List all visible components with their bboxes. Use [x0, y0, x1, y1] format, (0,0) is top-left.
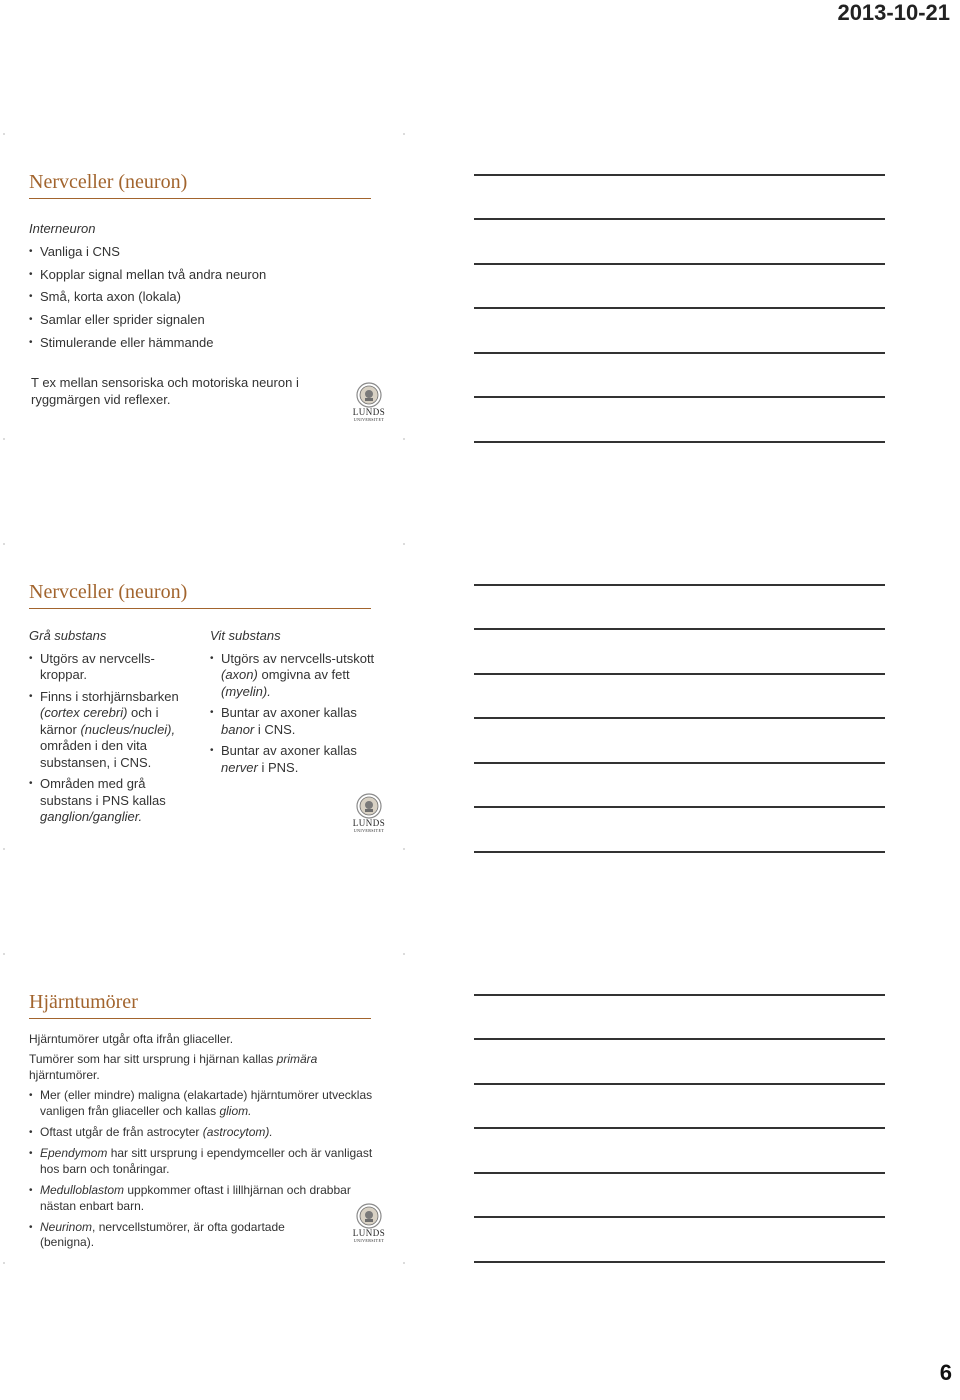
logo-wordmark: LUNDS: [352, 407, 386, 417]
note-line-rule: [474, 174, 885, 176]
corner-mark: [3, 848, 5, 850]
corner-mark: [403, 438, 405, 440]
title-rule: [29, 1018, 371, 1019]
slide-2: [0, 580, 420, 990]
list-item: • Finns i storhjärnsbarken (cortex cerebri) och i kärnor (nucleus/nuclei), områden i den vita substansen, i CNS.: [29, 689, 194, 772]
corner-mark: [3, 133, 5, 135]
right-column: [210, 628, 375, 776]
list-item: • Buntar av axoner kallas nerver i PNS.: [210, 743, 375, 776]
note-line-rule: [474, 352, 885, 354]
logo-wordmark: LUNDS: [352, 1228, 386, 1238]
slide-title: Nervceller (neuron): [29, 171, 188, 193]
note-line: ryggmärgen vid reflexer.: [31, 391, 171, 407]
slide-subheading: Interneuron: [29, 221, 96, 236]
list-item: • Utgörs av nervcells-kroppar.: [29, 651, 194, 684]
university-logo: [349, 793, 389, 837]
paragraph: Hjärntumörer utgår ofta ifrån gliaceller.: [29, 1032, 234, 1046]
note-line-rule: [474, 994, 885, 996]
lund-university-seal-icon: [356, 382, 382, 408]
slide-body: [29, 1032, 374, 1251]
note-line-rule: [474, 584, 885, 586]
note-line-rule: [474, 307, 885, 309]
corner-mark: [403, 848, 405, 850]
corner-mark: [403, 1262, 405, 1264]
list-item: • Utgörs av nervcells-utskott (axon) omgivna av fett (myelin).: [210, 651, 375, 701]
corner-mark: [403, 133, 405, 135]
title-rule: [29, 198, 371, 199]
page-number: 6: [939, 1360, 952, 1385]
paragraph: Tumörer som har sitt ursprung i hjärnan kallas primära hjärntumörer.: [29, 1052, 318, 1082]
corner-mark: [3, 543, 5, 545]
bullet-list: [29, 1088, 374, 1251]
corner-mark: [3, 953, 5, 955]
left-column: [29, 628, 194, 826]
university-logo: [349, 382, 389, 426]
list-item: • Ependymom har sitt ursprung i ependymceller och är vanligast hos barn och tonåringar.: [29, 1146, 374, 1177]
note-line-rule: [474, 1261, 885, 1263]
lund-university-seal-icon: [356, 1203, 382, 1229]
slide-title: Nervceller (neuron): [29, 581, 188, 603]
list-item: • Områden med grå substans i PNS kallas ganglion/ganglier.: [29, 776, 194, 826]
list-item: • Medulloblastom uppkommer oftast i lillhjärnan och drabbar nästan enbart barn.: [29, 1183, 374, 1214]
bullet-list: [29, 241, 369, 355]
corner-mark: [3, 1262, 5, 1264]
note-line-rule: [474, 717, 885, 719]
slide-3: [0, 990, 420, 1400]
note-line-rule: [474, 1216, 885, 1218]
note-line: T ex mellan sensoriska och motoriska neuron i: [31, 375, 299, 390]
slide-body: [29, 218, 369, 355]
bullet-list: [210, 651, 375, 777]
logo-wordmark: LUNDS: [352, 818, 386, 828]
list-item: • Buntar av axoner kallas banor i CNS.: [210, 705, 375, 738]
slide-title: Hjärntumörer: [29, 991, 138, 1013]
note-line-rule: [474, 218, 885, 220]
column-subheading: Grå substans: [29, 628, 107, 643]
title-rule: [29, 608, 371, 609]
slide-note: [31, 375, 371, 408]
list-item: • Små, korta axon (lokala): [29, 286, 369, 309]
column-subheading: Vit substans: [210, 628, 281, 643]
note-line-rule: [474, 1172, 885, 1174]
note-line-rule: [474, 673, 885, 675]
logo-subtitle: UNIVERSITET: [353, 1238, 385, 1243]
logo-subtitle: UNIVERSITET: [353, 828, 385, 833]
note-line-rule: [474, 396, 885, 398]
logo-subtitle: UNIVERSITET: [353, 417, 385, 422]
note-line-rule: [474, 806, 885, 808]
note-line-rule: [474, 628, 885, 630]
list-item: • Stimulerande eller hämmande: [29, 332, 369, 355]
bullet-list: [29, 651, 194, 826]
note-line-rule: [474, 762, 885, 764]
corner-mark: [403, 543, 405, 545]
university-logo: [349, 1203, 389, 1247]
date-stamp: 2013-10-21: [837, 0, 950, 25]
corner-mark: [3, 438, 5, 440]
lund-university-seal-icon: [356, 793, 382, 819]
list-item: • Samlar eller sprider signalen: [29, 309, 369, 332]
corner-mark: [403, 953, 405, 955]
note-line-rule: [474, 1038, 885, 1040]
list-item: • Neurinom, nervcellstumörer, är ofta godartade (benigna).: [29, 1220, 374, 1251]
note-line-rule: [474, 441, 885, 443]
slide-1: [0, 170, 420, 580]
list-item: • Mer (eller mindre) maligna (elakartade) hjärntumörer utvecklas vanligen från gliaceller och kallas gliom.: [29, 1088, 374, 1119]
note-line-rule: [474, 1083, 885, 1085]
list-item: • Oftast utgår de från astrocyter (astrocytom).: [29, 1125, 374, 1140]
list-item: • Kopplar signal mellan två andra neuron: [29, 264, 369, 287]
note-line-rule: [474, 851, 885, 853]
list-item: • Vanliga i CNS: [29, 241, 369, 264]
note-line-rule: [474, 1127, 885, 1129]
note-line-rule: [474, 263, 885, 265]
